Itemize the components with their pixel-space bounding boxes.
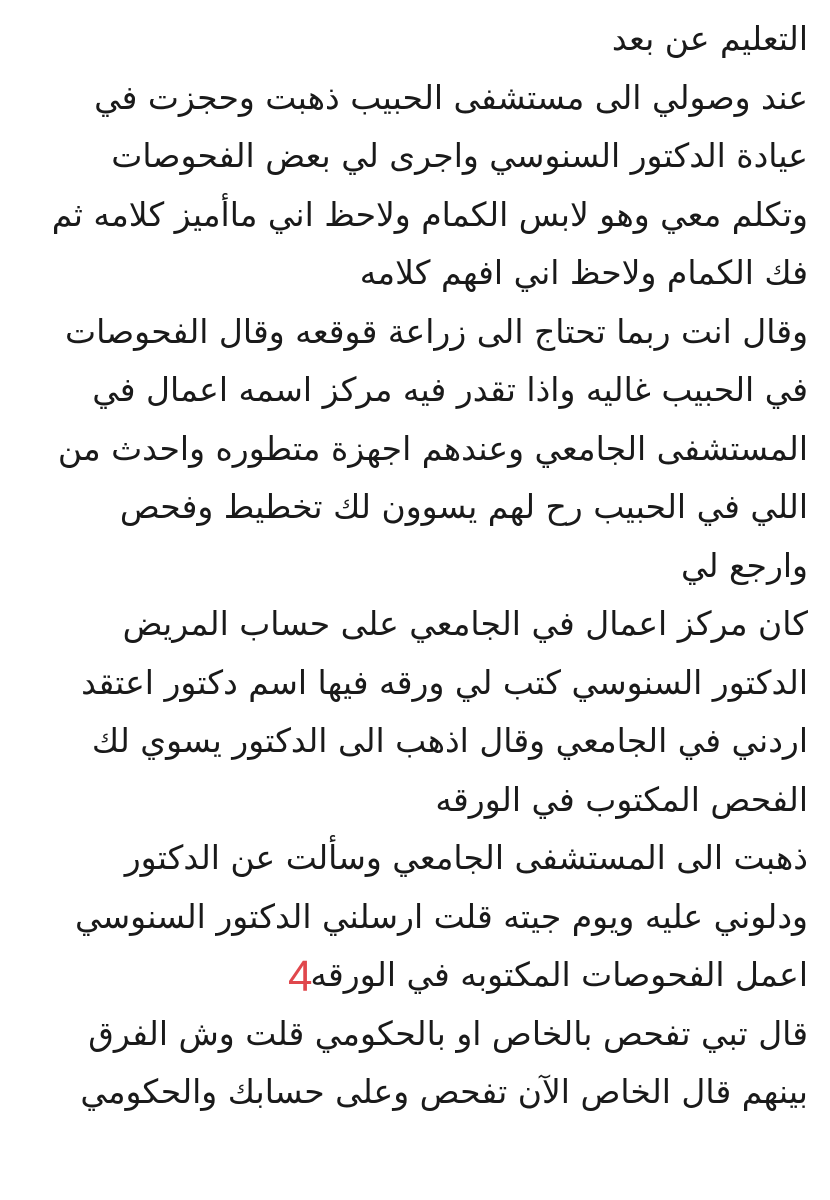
text-line: الدكتور السنوسي كتب لي ورقه فيها اسم دكتور اعتقد bbox=[81, 662, 808, 702]
text-line: وقال انت ربما تحتاج الى زراعة قوقعه وقال الفحوصات bbox=[65, 311, 808, 351]
text-line: المستشفى الجامعي وعندهم اجهزة متطوره واحدث من bbox=[57, 428, 808, 468]
text-line: فك الكمام ولاحظ اني افهم كلامه bbox=[359, 253, 808, 292]
text-line: في الحبيب غاليه واذا تقدر فيه مركز اسمه اعمال في bbox=[92, 370, 808, 409]
text-line: بينهم قال الخاص الآن تفحص وعلى حسابك والحكومي bbox=[80, 1072, 808, 1111]
text-line: عيادة الدكتور السنوسي واجرى لي بعض الفحوصات bbox=[111, 136, 808, 175]
text-line: عند وصولي الى مستشفى الحبيب ذهبت وحجزت في bbox=[94, 77, 808, 117]
text-line: اردني في الجامعي وقال اذهب الى الدكتور يسوي لك bbox=[91, 721, 808, 760]
text-line: قال تبي تفحص بالخاص او بالحكومي قلت وش الفرق bbox=[88, 1013, 808, 1053]
heading-line: التعليم عن بعد bbox=[611, 19, 808, 58]
text-line: ودلوني عليه ويوم جيته قلت ارسلني الدكتور السنوسي bbox=[75, 896, 808, 936]
text-line: وتكلم معي وهو لابس الكمام ولاحظ اني ماأميز كلامه ثم bbox=[51, 194, 808, 234]
page-number: 4 bbox=[288, 952, 313, 1001]
text-line: الفحص المكتوب في الورقه bbox=[435, 779, 808, 819]
document-body bbox=[18, 10, 808, 1122]
text-line: اعمل الفحوصات المكتوبه في الورقه bbox=[310, 955, 808, 994]
text-line: ذهبت الى المستشفى الجامعي وسألت عن الدكتور bbox=[124, 838, 808, 877]
text-line: وارجع لي bbox=[680, 545, 808, 585]
text-line: كان مركز اعمال في الجامعي على حساب المريض bbox=[122, 604, 808, 643]
text-line: اللي في الحبيب رح لهم يسوون لك تخطيط وفحص bbox=[119, 487, 808, 526]
